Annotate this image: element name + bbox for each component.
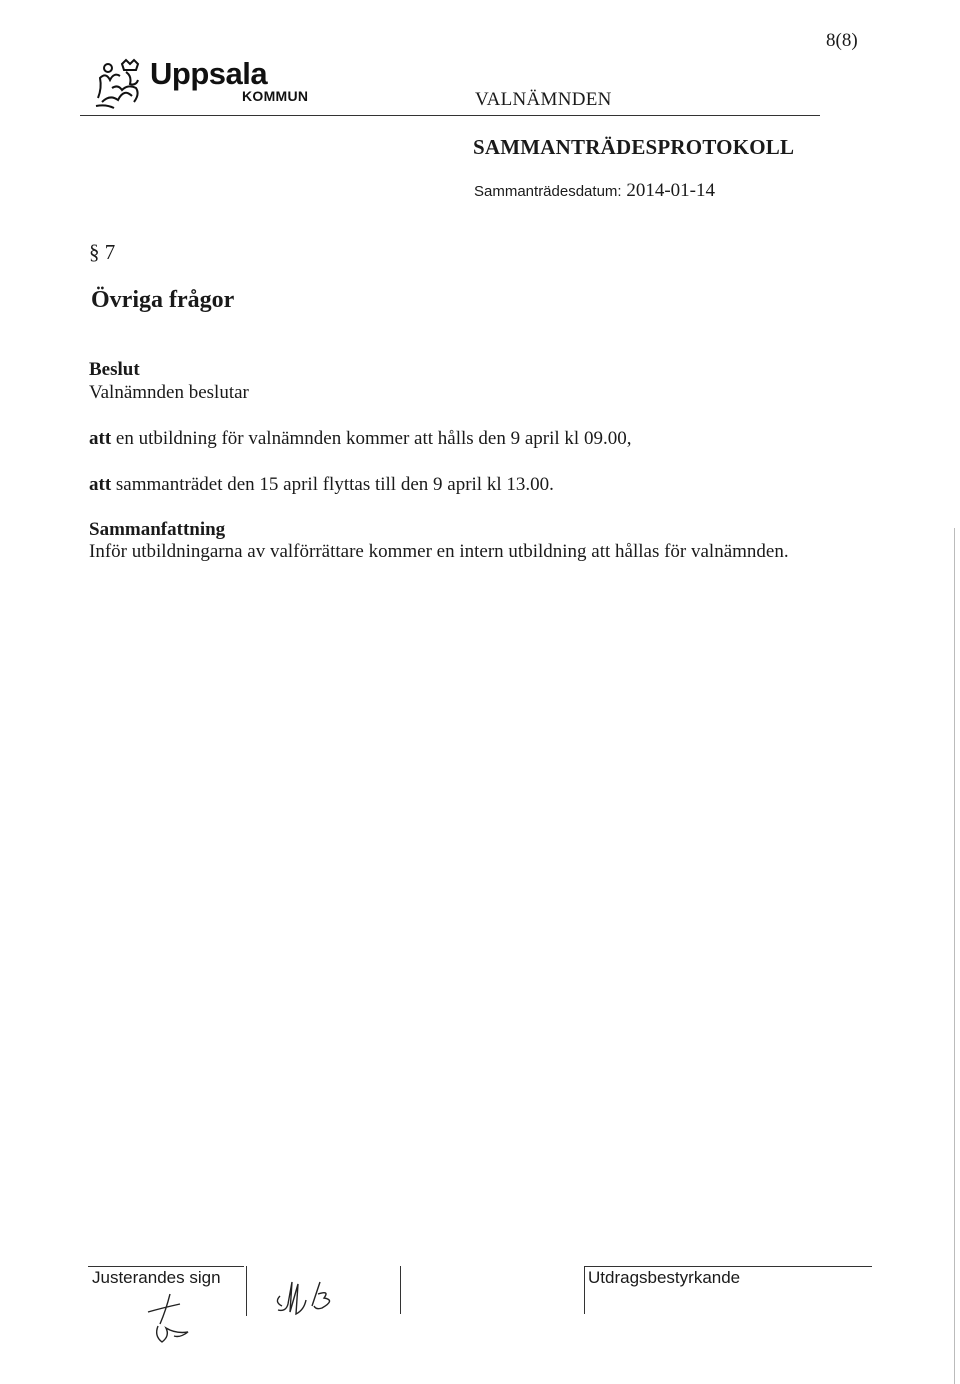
- justerandes-sign-label: Justerandes sign: [92, 1268, 221, 1287]
- decision-att: att: [89, 428, 112, 449]
- document-title: SAMMANTRÄDESPROTOKOLL: [473, 135, 795, 159]
- signature-image: [270, 1276, 360, 1320]
- footer-divider: [584, 1266, 585, 1314]
- section-title: Övriga frågor: [91, 287, 235, 313]
- decision-text: en utbildning för valnämnden kommer att hålls den 9 april kl 09.00,: [111, 428, 632, 449]
- meeting-date: [474, 180, 715, 202]
- utdragsbestyrkande-label: Utdragsbestyrkande: [588, 1268, 741, 1287]
- decision-item: [89, 428, 631, 451]
- summary-text: Inför utbildningarna av valförrättare kommer en intern utbildning att hållas för valnämnden.: [89, 541, 789, 562]
- header-divider: [80, 115, 820, 116]
- decision-text: sammanträdet den 15 april flyttas till den 9 april kl 13.00.: [111, 474, 554, 495]
- page-number: 8(8): [826, 30, 858, 51]
- footer-divider: [246, 1266, 247, 1316]
- logo-subtitle: KOMMUN: [242, 88, 309, 104]
- logo-wordmark: Uppsala: [150, 56, 268, 91]
- decision-heading: Beslut: [89, 359, 140, 380]
- meeting-date-label: Sammanträdesdatum:: [474, 183, 622, 200]
- uppsala-emblem-icon: [92, 58, 148, 110]
- footer-rule-right: [584, 1266, 872, 1267]
- logo: [92, 56, 309, 110]
- summary-heading: Sammanfattning: [89, 519, 226, 540]
- decision-att: att: [89, 474, 112, 495]
- signature-image: [140, 1290, 210, 1350]
- footer-rule-left: [88, 1266, 244, 1267]
- committee-name: VALNÄMNDEN: [475, 89, 612, 110]
- meeting-date-value: 2014-01-14: [626, 180, 715, 201]
- section-number: § 7: [89, 240, 116, 264]
- scan-edge-line: [954, 528, 955, 1384]
- decision-intro: Valnämnden beslutar: [89, 382, 249, 403]
- decision-item: [89, 474, 554, 497]
- footer-divider: [400, 1266, 401, 1314]
